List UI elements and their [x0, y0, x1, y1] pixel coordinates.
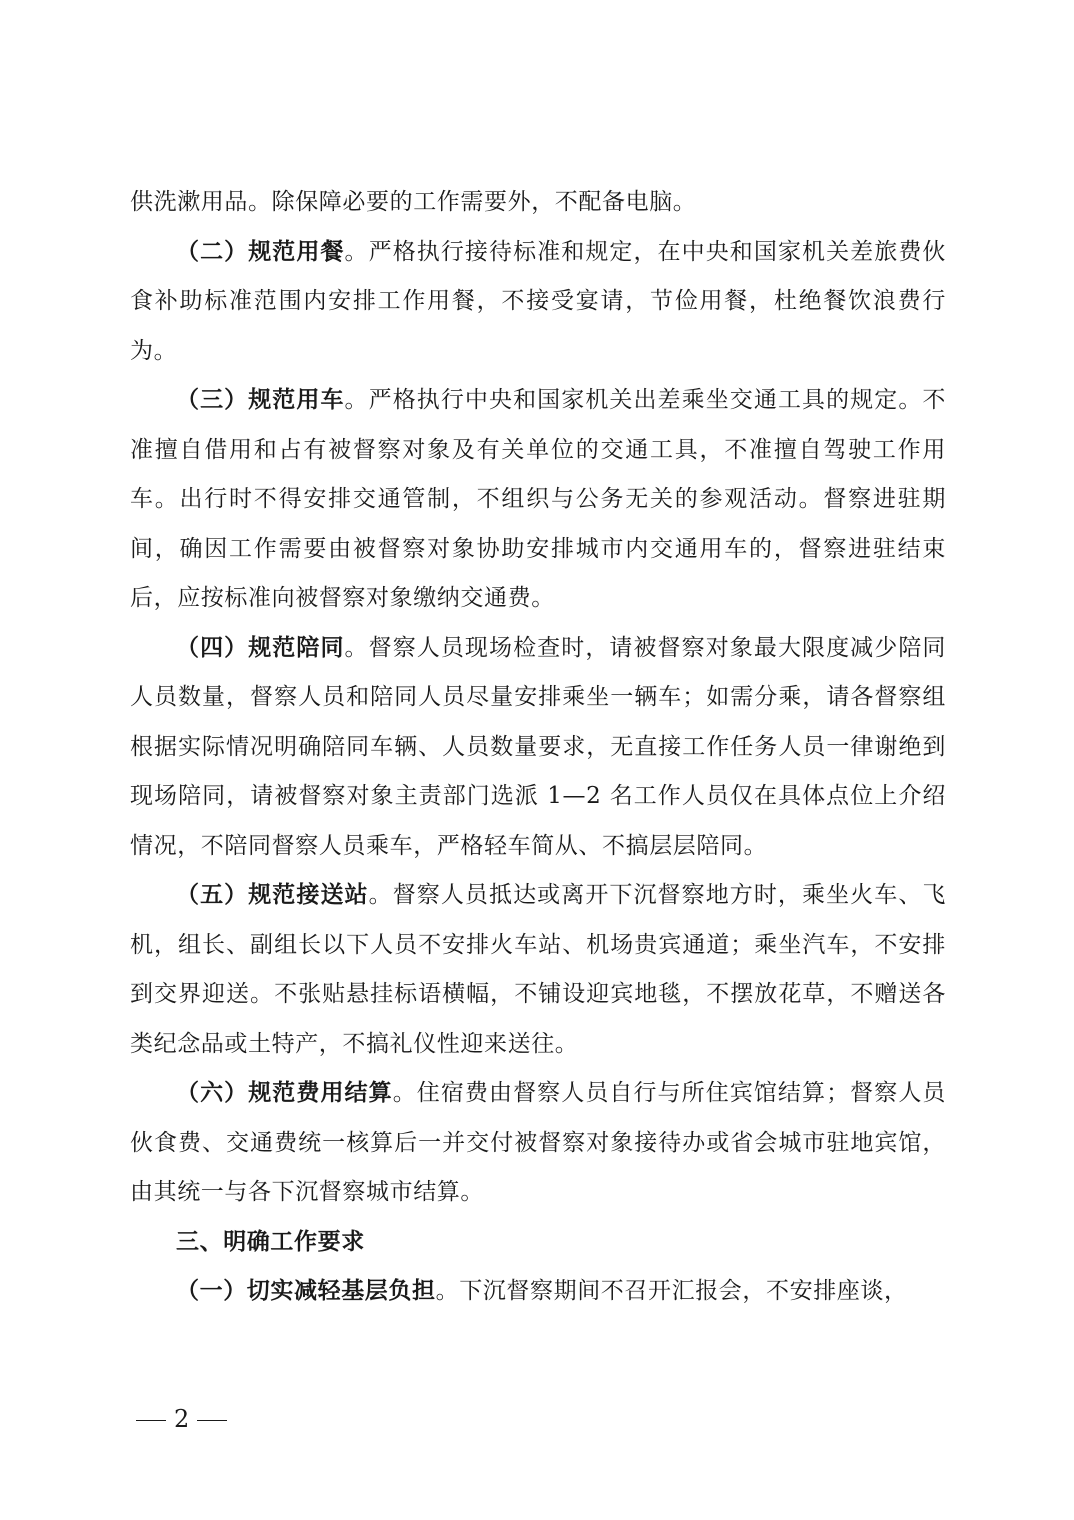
- paragraph-text: 。严格执行中央和国家机关出差乘坐交通工具的规定。不准擅自借用和占有被督察对象及有关单位的交通工具，不准擅自驾驶工作用车。出行时不得安排交通管制，不组织与公务无关的参观活动。督察进驻期间，确因工作需要由被督察对象协助安排城市内交通用车的，督察进驻结束后，应按标准向被督察对象缴纳交通费。: [130, 387, 947, 611]
- paragraph-text: 供洗漱用品。除保障必要的工作需要外，不配备电脑。: [130, 189, 697, 215]
- document-body: [130, 178, 946, 1317]
- page-number: [128, 1405, 235, 1433]
- paragraph-last: [130, 1267, 946, 1317]
- paragraph-lead: （二）规范用餐: [176, 238, 345, 265]
- paragraph-text: 。下沉督察期间不召开汇报会，不安排座谈，: [435, 1278, 908, 1304]
- paragraph-text: 。住宿费由督察人员自行与所住宾馆结算；督察人员伙食费、交通费统一核算后一并交付被督察对象接待办或省会城市驻地宾馆，由其统一与各下沉督察城市结算。: [130, 1080, 946, 1205]
- paragraph-4: [130, 871, 946, 1069]
- paragraph-lead: （四）规范陪同: [176, 634, 345, 661]
- paragraph-text: 。督察人员现场检查时，请被督察对象最大限度减少陪同人员数量，督察人员和陪同人员尽量安排乘坐一辆车；如需分乘，请各督察组根据实际情况明确陪同车辆、人员数量要求，无直接工作任务人员一律谢绝到现场陪同，请被督察对象主责部门选派 1—2 名工作人员仅在具体点位上介绍情况，不陪同督察人员乘车，严格轻车简从、不搞层层陪同。: [130, 634, 947, 859]
- paragraph-lead: （六）规范费用结算: [176, 1080, 393, 1106]
- section-heading: 三、明确工作要求: [176, 1228, 365, 1255]
- paragraph-3: [130, 624, 946, 872]
- paragraph-5: [130, 1069, 946, 1218]
- page-number-dash-left: [136, 1420, 166, 1421]
- page-number-value: 2: [174, 1405, 190, 1433]
- paragraph-text: 。严格执行接待标准和规定，在中央和国家机关差旅费伙食补助标准范围内安排工作用餐，不接受宴请，节俭用餐，杜绝餐饮浪费行为。: [130, 238, 947, 364]
- paragraph-1: [130, 228, 946, 377]
- paragraph-lead: （五）规范接送站: [176, 882, 369, 908]
- paragraph-text: 。督察人员抵达或离开下沉督察地方时，乘坐火车、飞机，组长、副组长以下人员不安排火车站、机场贵宾通道；乘坐汽车，不安排到交界迎送。不张贴悬挂标语横幅，不铺设迎宾地毯，不摆放花草，不赠送各类纪念品或土特产，不搞礼仪性迎来送往。: [130, 882, 946, 1057]
- paragraph-lead: （一）切实减轻基层负担: [176, 1278, 436, 1304]
- page-number-dash-right: [197, 1420, 227, 1421]
- paragraph-2: [130, 376, 946, 624]
- paragraph-0: [130, 178, 946, 228]
- paragraph-lead: （三）规范用车: [176, 387, 345, 413]
